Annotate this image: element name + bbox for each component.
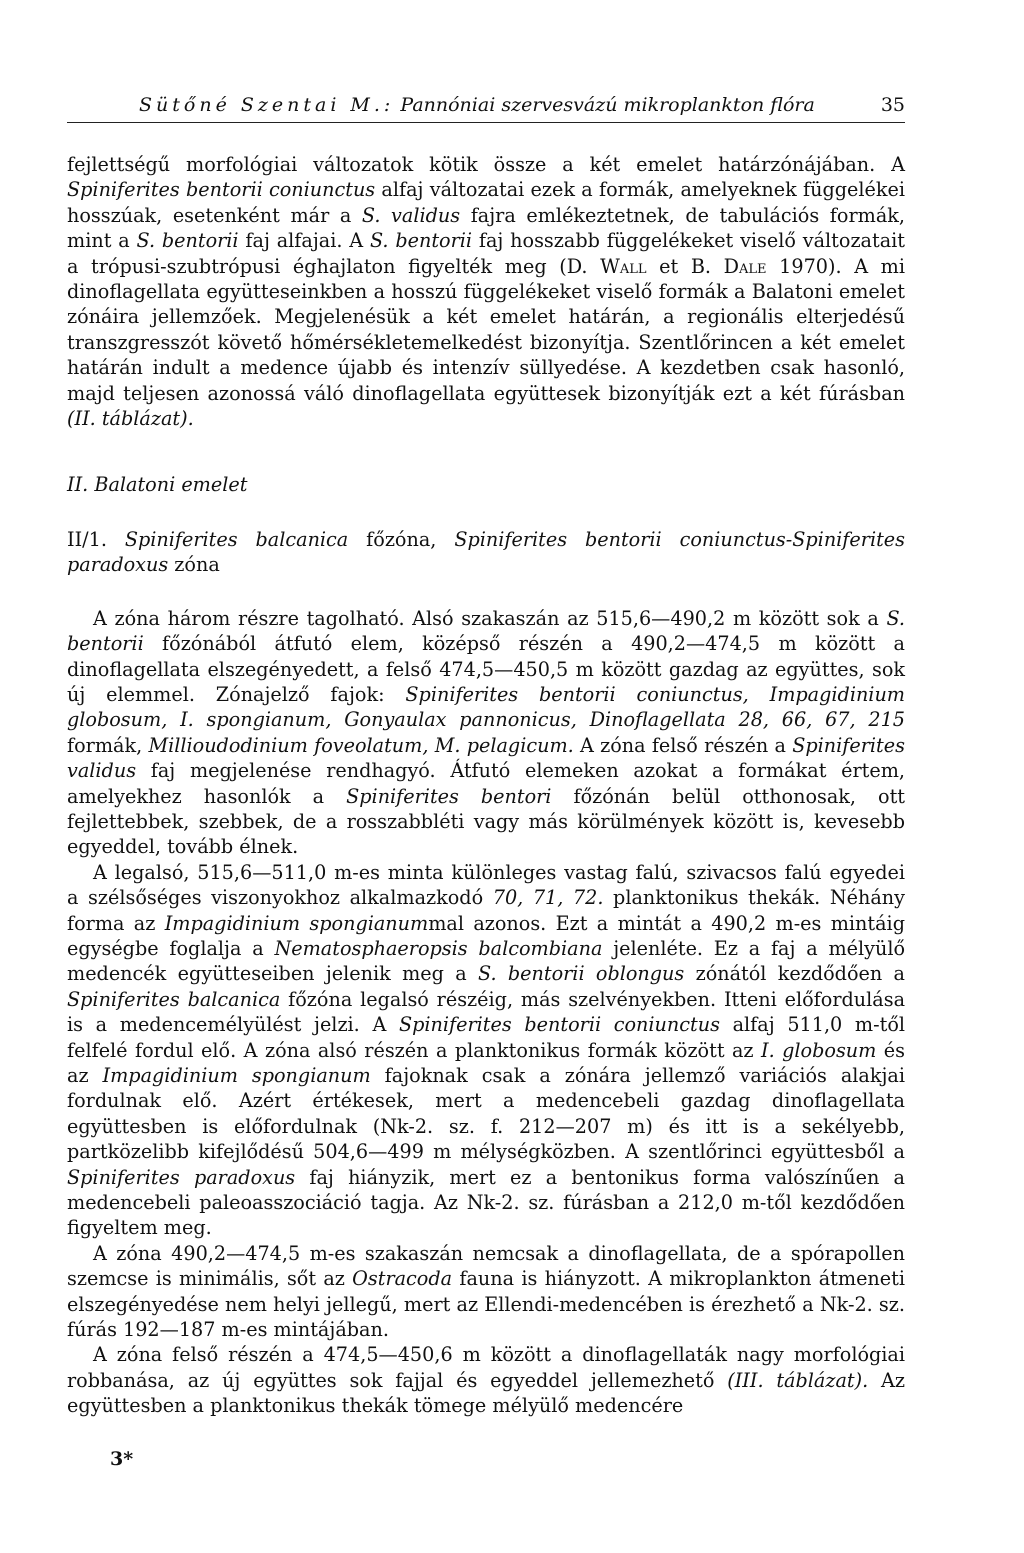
text-run: A zóna felső részén a 474,5—450,6 m között a dinoflagellaták nagy morfológiai robbanása, az új együttes sok fajjal és egyeddel jellemezhető: [67, 1343, 905, 1392]
text-run: alfaj változatai ezek a formák, amelyeknek függelékei hosszúak, esetenként már a: [67, 178, 905, 227]
taxon-name: Impagidinium spongianum: [164, 911, 429, 935]
signature-mark: 3*: [110, 1448, 134, 1470]
text-run: A zóna 490,2—474,5 m-es szakaszán nemcsak a dinoflagellata, de a spórapollen szemcse is minimális, sőt az: [67, 1241, 905, 1291]
body-text: [67, 152, 905, 1419]
taxon-name: S. bentorii: [67, 606, 905, 656]
taxon-name: S. bentorii: [369, 229, 473, 253]
subsection-heading: [67, 527, 905, 578]
taxon-name: Nematosphaeropsis balcombiana: [274, 936, 603, 960]
table-reference: (II. táblázat).: [67, 407, 194, 431]
taxon-name: Spiniferites balcanica: [67, 987, 281, 1011]
taxon-name: Spiniferites bentorii coniunctus: [398, 1013, 720, 1037]
text-run: főzóna,: [348, 527, 455, 551]
text-run: faj megjelenése rendhagyó. Átfutó elemeken azokat a formákat értem, amelyekhez hasonlók a: [67, 759, 905, 808]
paragraph: [67, 1241, 905, 1343]
text-run: fejlettségű morfológiai változatok kötik össze a két emelet határzónájában. A: [67, 153, 905, 176]
taxon-name: I. globosum: [761, 1038, 877, 1062]
intro-paragraph: [67, 152, 905, 431]
form-numbers: 70, 71, 72.: [492, 886, 604, 910]
text-run: alfaj 511,0 m-től felfelé fordul elő. A zóna alsó részén a planktonikus formák között az: [67, 1013, 906, 1062]
running-head: [67, 86, 905, 123]
article-title: Pannóniai szervesvázú mikroplankton flóra: [400, 94, 815, 116]
text-run: zónától kezdődően a: [684, 962, 905, 986]
text-run: zóna: [168, 553, 220, 577]
text-run: fauna is hiányzott. A mikroplankton átmeneti elszegényedése nem helyi jellegű, mert az Ellendi-medencében is érezhető a Nk-2. sz. fúrás 192—187 m-es mintájában.: [67, 1267, 905, 1342]
text-run: planktonikus thekák. Néhány forma az: [67, 886, 905, 935]
text-run: Az együttesben a planktonikus thekák tömege mélyülő medencére: [67, 1368, 905, 1418]
text-run: faj hiányzik, mert ez a bentonikus forma valószínűen a medencebeli paleoasszociáció tagja. Az Nk-2. sz. fúrásban a 212,0 m-től kezdődően figyeltem meg.: [67, 1165, 906, 1240]
taxon-name: Spiniferites bentorii coniunctus, Impagidinium globosum, I. spongianum, Gonyaulax pannonicus, Dinoflagellata 28, 66, 67, 215: [67, 682, 906, 732]
text-run: A zóna három részre tagolható. Alsó szakaszán az 515,6—490,2 m között sok a: [93, 606, 887, 630]
taxon-name: Spiniferites validus: [67, 733, 905, 783]
taxon-name: Spiniferites bentori: [346, 784, 552, 808]
text-run: faj hosszabb függelékeket viselő változatait a trópusi-szubtrópusi éghajlaton figyelték meg (D.: [67, 229, 905, 278]
text-run: mal azonos. Ezt a mintát a 490,2 m-es mintáig egységbe foglalja a: [67, 911, 905, 960]
paragraph: [67, 860, 905, 1241]
paragraph: [67, 606, 905, 860]
running-title: [139, 94, 815, 116]
taxon-name: Spiniferites bentorii coniunctus-Spiniferites paradoxus: [67, 527, 905, 577]
page: [67, 86, 905, 1419]
text-run: A legalsó, 515,6—511,0 m-es minta különleges vastag falú, szivacsos falú egyedei a szélsőséges viszonyokhoz alkalmazkodó: [67, 860, 905, 910]
text-run: formák,: [67, 733, 149, 757]
subsection-body: [67, 606, 905, 1419]
paragraph: [67, 1342, 905, 1418]
taxon-name: Impagidinium spongianum: [102, 1064, 371, 1087]
taxon-name: S. bentorii: [136, 229, 239, 253]
text-run: jelenléte. Ez a faj a mélyülő medencék együtteseiben jelenik meg a: [67, 936, 906, 986]
taxon-name: Ostracoda: [352, 1267, 453, 1291]
text-run: fajra emlékeztetnek, de tabulációs formák, mint a: [67, 203, 905, 253]
text-run: főzóna legalsó részéig, más szelvényekben. Itteni előfordulása is a medencemélyülést jelzi. A: [67, 987, 906, 1037]
taxon-name: Spiniferites paradoxus: [67, 1165, 296, 1189]
text-run: faj alfajai. A: [238, 229, 370, 253]
citation-author: Wall: [600, 254, 647, 278]
text-run: főzónából átfutó elem, középső részén a 490,2—474,5 m között a dinoflagellata elszegényedett, a felső 474,5—450,5 m között gazdag az együttes, sok új elemmel. Zónajelző fajok:: [67, 632, 905, 706]
taxon-name: Spiniferites bentorii coniunctus: [67, 178, 376, 202]
text-run: A zóna felső részén a: [573, 733, 793, 757]
subsection-number: II/1.: [67, 527, 125, 551]
taxon-name: Spiniferites balcanica: [124, 527, 349, 551]
citation-author: Dale: [723, 254, 767, 278]
text-run: és az: [67, 1038, 905, 1087]
taxon-name: S. validus: [361, 203, 461, 227]
text-run: et B.: [646, 254, 724, 278]
page-number: 35: [880, 94, 905, 116]
taxon-name: S. bentorii oblongus: [478, 962, 685, 986]
taxon-name: Millioudodinium foveolatum, M. pelagicum.: [148, 733, 574, 757]
section-heading: II. Balatoni emelet: [67, 473, 248, 497]
text-run: fajoknak csak a zónára jellemző variációs alakjai fordulnak elő. Azért értékesek, mert a medencebeli gazdag dinoflagellata együttesben is előfordulnak (Nk-2. sz. f. 212—207 m) és itt is a sekélyebb, partközelibb kifejlődésű 504,6—499 m mélységközben. A szentlőrinci együttesből a: [67, 1064, 905, 1164]
table-reference: (III. táblázat).: [727, 1368, 869, 1392]
author-name: Sütőné Szentai M.:: [139, 94, 395, 116]
text-run: főzónán belül otthonosak, ott fejlettebbek, szebbek, de a rosszabbléti vagy más körülmények között is, kevesebb egyeddel, tovább élnek.: [67, 784, 906, 859]
text-run: 1970). A mi dinoflagellata együtteseinkben a hosszú függelékeket viselő formák a Balatoni emelet zónáira jellemzőek. Megjelenésük a két emelet határán, a regionális elterjedésű transzgresszót követő hőmérsékletemelkedést bizonyítja. Szentlőrincen a két emelet határán indult a medence újabb és intenzív süllyedése. A kezdetben csak hasonló, majd teljesen azonossá váló dinoflagellata együttesek bizonyítják ezt a két fúrásban: [67, 254, 906, 405]
